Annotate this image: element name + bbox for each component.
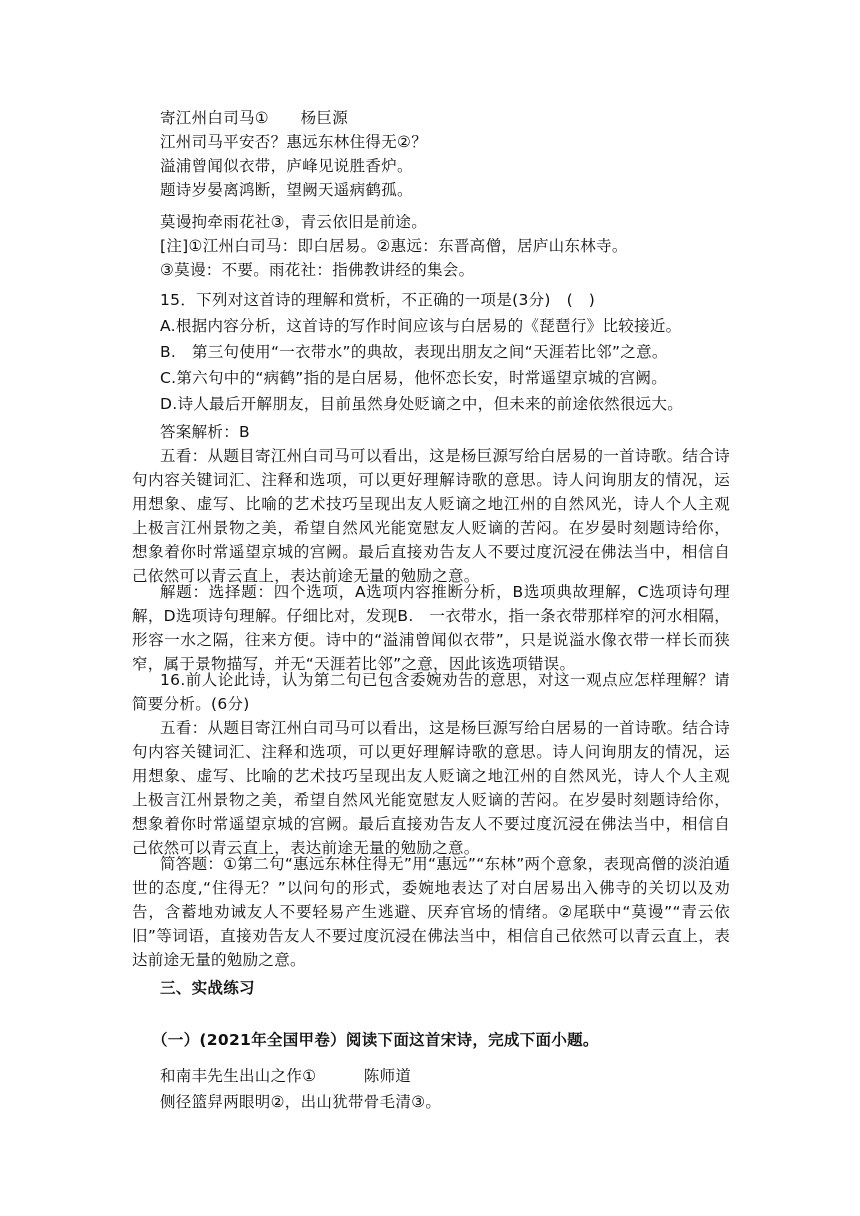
poem-line: 侧径篮舁两眼明②，出山犹带骨毛清③。 bbox=[160, 1093, 442, 1111]
option-c: C.第六句中的“病鹤”指的是白居易，他怀恋长安，时常遥望京城的宫阙。 bbox=[160, 369, 668, 387]
question-15-stem: 15．下列对这首诗的理解和赏析，不正确的一项是(3分) ( ) bbox=[160, 291, 596, 309]
poem-title: 和南丰先生出山之作① 陈师道 bbox=[160, 1067, 412, 1085]
poem-title: 寄江州白司马① 杨巨源 bbox=[160, 109, 348, 127]
jieti-paragraph: 解题：选择题：四个选项，A选项内容推断分析，B选项典故理解，C选项诗句理解，D选项诗句理解。仔细比对，发现B. 一衣带水，指一条衣带那样窄的河水相隔，形容一水之隔，往来方便。诗中的“溢浦曾闻似衣带”，只是说溢水像衣带一样长而狭窄，属于景物描写，并无“天涯若比邻”之意，因此该选项错误。 bbox=[132, 583, 730, 673]
poem-line: 题诗岁晏离鸿断，望阙天遥病鹤孤。 bbox=[160, 181, 413, 199]
answer-line: 答案解析：B bbox=[160, 423, 250, 441]
option-a: A.根据内容分析，这首诗的写作时间应该与白居易的《琵琶行》比较接近。 bbox=[160, 317, 682, 335]
wukan-paragraph: 五看：从题目寄江州白司马可以看出，这是杨巨源写给白居易的一首诗歌。结合诗句内容关键词汇、注释和选项，可以更好理解诗歌的意思。诗人问询朋友的情况，运用想象、虚写、比喻的艺术技巧呈现出友人贬谪之地江州的自然风光，诗人个人主观上极言江州景物之美，希望自然风光能宽慰友人贬谪的苦闷。在岁晏时刻题诗给你，想象着你时常遥望京城的宫阙。最后直接劝告友人不要过度沉浸在佛法当中，相信自己依然可以青云直上，表达前途无量的勉励之意。 bbox=[132, 447, 730, 585]
question-16-stem: 16.前人论此诗，认为第二句已包含委婉劝告的意思，对这一观点应怎样理解？请简要分析。(6分) bbox=[132, 671, 730, 713]
short-answer-paragraph: 简答题：①第二句“惠远东林住得无”用“惠远”“东林”两个意象，表现高僧的淡泊遁世的态度,“住得无？”以问句的形式，委婉地表达了对白居易出入佛寺的关切以及劝告，含蓄地劝诫友人不要轻易产生逃避、厌弃官场的情绪。②尾联中“莫谩”“青云依旧”等词语，直接劝告友人不要过度沉浸在佛法当中，相信自己依然可以青云直上，表达前途无量的勉励之意。 bbox=[132, 855, 730, 969]
poem-note: ③莫谩：不要。雨花社：指佛教讲经的集会。 bbox=[160, 261, 475, 279]
option-b: B. 第三句使用“一衣带水”的典故，表现出朋友之间“天涯若比邻”之意。 bbox=[160, 343, 668, 361]
wukan-paragraph: 五看：从题目寄江州白司马可以看出，这是杨巨源写给白居易的一首诗歌。结合诗句内容关键词汇、注释和选项，可以更好理解诗歌的意思。诗人问询朋友的情况，运用想象、虚写、比喻的艺术技巧呈现出友人贬谪之地江州的自然风光，诗人个人主观上极言江州景物之美，希望自然风光能宽慰友人贬谪的苦闷。在岁晏时刻题诗给你，想象着你时常遥望京城的宫阙。最后直接劝告友人不要过度沉浸在佛法当中，相信自己依然可以青云直上，表达前途无量的勉励之意。 bbox=[132, 719, 730, 857]
poem-line: 莫谩拘牵雨花社③，青云依旧是前途。 bbox=[160, 213, 427, 231]
section-heading: 三、实战练习 bbox=[160, 979, 255, 997]
exercise-heading: （一）(2021年全国甲卷）阅读下面这首宋诗，完成下面小题。 bbox=[152, 1031, 599, 1049]
poem-line: 江州司马平安否？惠远东林住得无②？ bbox=[160, 133, 427, 151]
poem-line: 溢浦曾闻似衣带，庐峰见说胜香炉。 bbox=[160, 157, 413, 175]
option-d: D.诗人最后开解朋友，目前虽然身处贬谪之中，但未来的前途依然很远大。 bbox=[160, 395, 684, 413]
poem-note: [注]①江州白司马：即白居易。②惠远：东晋高僧，居庐山东林寺。 bbox=[160, 237, 628, 255]
